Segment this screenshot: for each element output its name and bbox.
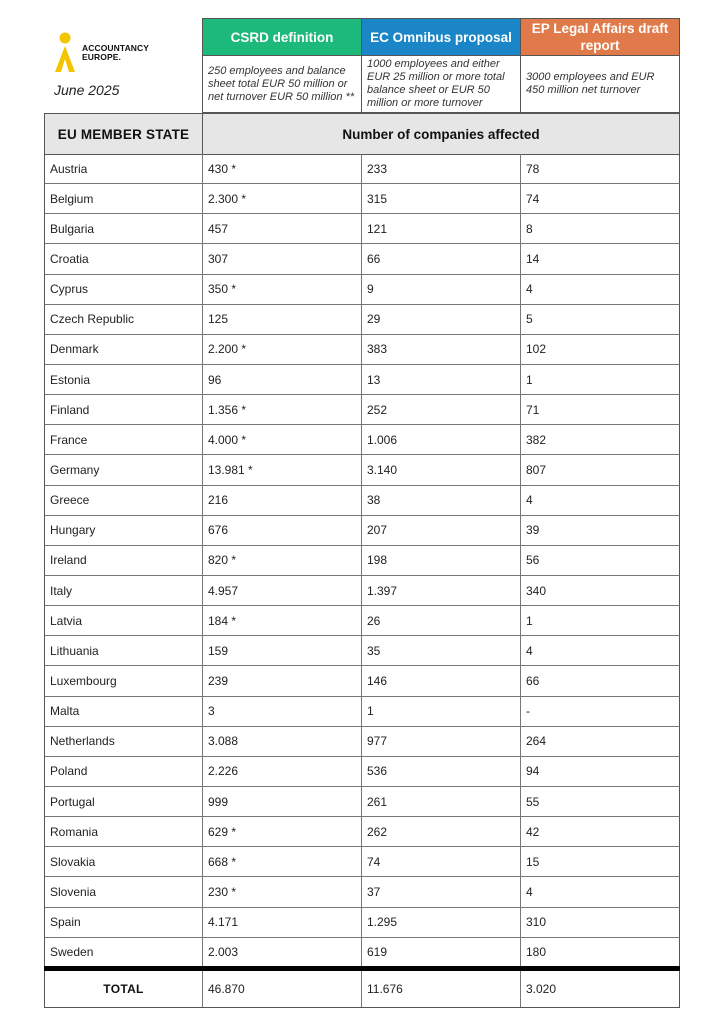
- ep-count-cell: 55: [526, 794, 540, 809]
- csrd-column-description: 250 employees and balance sheet total EUR 50 million or net turnover EUR 50 million **: [202, 55, 362, 113]
- ep-count-cell: 71: [526, 402, 540, 417]
- omnibus-count-cell: 252: [362, 395, 521, 424]
- omnibus-count-cell: 207: [362, 516, 521, 545]
- ep-count-cell: 74: [526, 191, 540, 206]
- csrd-count-cell: 2.226: [203, 757, 362, 786]
- csrd-count-cell: 2.003: [203, 938, 362, 967]
- omnibus-count-cell: 198: [362, 546, 521, 575]
- member-state-cell: Romania: [45, 817, 203, 846]
- member-state-cell: Sweden: [45, 938, 203, 967]
- member-state-cell: Poland: [45, 757, 203, 786]
- member-state-cell: Latvia: [45, 606, 203, 635]
- csrd-count-cell: 159: [203, 636, 362, 665]
- omnibus-count-cell: 536: [362, 757, 521, 786]
- table-row: [44, 275, 680, 305]
- omnibus-count-cell: 1.295: [362, 908, 521, 937]
- table-row: [44, 576, 680, 606]
- omnibus-count-cell: 233: [362, 154, 521, 183]
- omnibus-column-description: 1000 employees and either EUR 25 million or more total balance sheet or EUR 50 million or more turnover: [361, 55, 521, 113]
- table-row: [44, 727, 680, 757]
- ep-count-cell: 4: [526, 493, 533, 508]
- accountancy-europe-logo-icon: [52, 32, 78, 74]
- ep-count-cell: 180: [526, 945, 547, 960]
- omnibus-count-cell: 26: [362, 606, 521, 635]
- member-state-cell: Belgium: [45, 184, 203, 213]
- logo-line-1: ACCOUNTANCY: [82, 43, 150, 53]
- member-state-cell: Lithuania: [45, 636, 203, 665]
- member-state-cell: Bulgaria: [45, 214, 203, 243]
- table-row: [44, 305, 680, 335]
- total-label: TOTAL: [45, 971, 203, 1007]
- omnibus-count-cell: 1.006: [362, 425, 521, 454]
- member-state-cell: Ireland: [45, 546, 203, 575]
- member-state-cell: Cyprus: [45, 275, 203, 304]
- ep-column-description: 3000 employees and EUR 450 million net turnover: [520, 55, 680, 113]
- ep-count-cell: -: [526, 704, 530, 719]
- ep-count-cell: 4: [526, 643, 533, 658]
- csrd-count-cell: 96: [203, 365, 362, 394]
- omnibus-count-cell: 261: [362, 787, 521, 816]
- table-row: [44, 757, 680, 787]
- csrd-count-cell: 4.957: [203, 576, 362, 605]
- csrd-count-cell: 457: [203, 214, 362, 243]
- omnibus-count-cell: 35: [362, 636, 521, 665]
- ep-count-cell: 1: [526, 372, 533, 387]
- ep-count-cell: 5: [526, 312, 533, 327]
- member-state-cell: Greece: [45, 486, 203, 515]
- csrd-count-cell: 216: [203, 486, 362, 515]
- companies-table: [44, 154, 680, 968]
- member-state-cell: Estonia: [45, 365, 203, 394]
- table-row: [44, 817, 680, 847]
- csrd-count-cell: 350 *: [203, 275, 362, 304]
- ep-count-cell: 78: [526, 161, 540, 176]
- ep-count-cell: 102: [526, 342, 547, 357]
- csrd-count-cell: 2.200 *: [203, 335, 362, 364]
- table-row: [44, 697, 680, 727]
- ep-count-cell: 42: [526, 824, 540, 839]
- member-state-cell: Denmark: [45, 335, 203, 364]
- omnibus-count-cell: 37: [362, 877, 521, 906]
- ep-count-cell: 15: [526, 854, 540, 869]
- ep-count-cell: 340: [526, 583, 547, 598]
- ep-count-cell: 8: [526, 221, 533, 236]
- omnibus-count-cell: 121: [362, 214, 521, 243]
- table-header-bar: [44, 113, 680, 155]
- report-date: June 2025: [54, 82, 120, 98]
- member-state-cell: Finland: [45, 395, 203, 424]
- member-state-cell: Hungary: [45, 516, 203, 545]
- csrd-count-cell: 307: [203, 244, 362, 273]
- omnibus-count-cell: 9: [362, 275, 521, 304]
- member-state-cell: Slovakia: [45, 847, 203, 876]
- csrd-count-cell: 1.356 *: [203, 395, 362, 424]
- csrd-count-cell: 2.300 *: [203, 184, 362, 213]
- member-state-cell: Czech Republic: [45, 305, 203, 334]
- ep-count-cell: 807: [526, 462, 547, 477]
- member-state-cell: Italy: [45, 576, 203, 605]
- table-row: [44, 847, 680, 877]
- omnibus-count-cell: 619: [362, 938, 521, 967]
- total-row: [44, 971, 680, 1008]
- ep-count-cell: 4: [526, 282, 533, 297]
- table-row: [44, 606, 680, 636]
- csrd-count-cell: 629 *: [203, 817, 362, 846]
- ep-count-cell: 382: [526, 432, 547, 447]
- csrd-count-cell: 184 *: [203, 606, 362, 635]
- csrd-count-cell: 820 *: [203, 546, 362, 575]
- omnibus-count-cell: 1.397: [362, 576, 521, 605]
- table-row: [44, 938, 680, 968]
- table-row: [44, 154, 680, 184]
- logo-text: [82, 44, 149, 62]
- csrd-column-header: CSRD definition: [202, 18, 362, 56]
- member-state-cell: Malta: [45, 697, 203, 726]
- member-state-cell: Germany: [45, 455, 203, 484]
- omnibus-column-header: EC Omnibus proposal: [361, 18, 521, 56]
- logo-area: [44, 18, 202, 112]
- table-row: [44, 486, 680, 516]
- ep-count-cell: 66: [526, 673, 540, 688]
- csrd-count-cell: 676: [203, 516, 362, 545]
- member-state-header: EU MEMBER STATE: [45, 114, 203, 154]
- ep-count-cell: 14: [526, 251, 540, 266]
- ep-count-cell: 94: [526, 764, 540, 779]
- csrd-count-cell: 230 *: [203, 877, 362, 906]
- omnibus-count-cell: 66: [362, 244, 521, 273]
- table-row: [44, 787, 680, 817]
- total-omnibus: 11.676: [362, 971, 521, 1007]
- table-row: [44, 184, 680, 214]
- ep-count-cell: 4: [526, 884, 533, 899]
- csrd-count-cell: 4.171: [203, 908, 362, 937]
- csrd-count-cell: 3.088: [203, 727, 362, 756]
- member-state-cell: France: [45, 425, 203, 454]
- omnibus-count-cell: 38: [362, 486, 521, 515]
- companies-affected-header: Number of companies affected: [342, 126, 540, 142]
- csrd-count-cell: 125: [203, 305, 362, 334]
- omnibus-count-cell: 3.140: [362, 455, 521, 484]
- table-row: [44, 335, 680, 365]
- csrd-count-cell: 4.000 *: [203, 425, 362, 454]
- csrd-count-cell: 13.981 *: [203, 455, 362, 484]
- member-state-cell: Portugal: [45, 787, 203, 816]
- omnibus-count-cell: 29: [362, 305, 521, 334]
- table-row: [44, 546, 680, 576]
- total-ep: 3.020: [526, 982, 557, 996]
- omnibus-count-cell: 383: [362, 335, 521, 364]
- csrd-count-cell: 999: [203, 787, 362, 816]
- table-row: [44, 666, 680, 696]
- ep-count-cell: 310: [526, 915, 547, 930]
- omnibus-count-cell: 1: [362, 697, 521, 726]
- table-row: [44, 244, 680, 274]
- table-row: [44, 395, 680, 425]
- omnibus-count-cell: 315: [362, 184, 521, 213]
- member-state-cell: Austria: [45, 154, 203, 183]
- csrd-count-cell: 3: [203, 697, 362, 726]
- ep-count-cell: 39: [526, 523, 540, 538]
- member-state-cell: Slovenia: [45, 877, 203, 906]
- member-state-cell: Spain: [45, 908, 203, 937]
- member-state-cell: Luxembourg: [45, 666, 203, 695]
- omnibus-count-cell: 262: [362, 817, 521, 846]
- table-row: [44, 516, 680, 546]
- table-row: [44, 214, 680, 244]
- member-state-cell: Netherlands: [45, 727, 203, 756]
- table-row: [44, 365, 680, 395]
- table-row: [44, 908, 680, 938]
- member-state-cell: Croatia: [45, 244, 203, 273]
- table-row: [44, 636, 680, 666]
- omnibus-count-cell: 13: [362, 365, 521, 394]
- omnibus-count-cell: 977: [362, 727, 521, 756]
- table-row: [44, 877, 680, 907]
- ep-count-cell: 264: [526, 734, 547, 749]
- ep-count-cell: 1: [526, 613, 533, 628]
- table-row: [44, 425, 680, 455]
- ep-column-header: EP Legal Affairs draft report: [520, 18, 680, 56]
- omnibus-count-cell: 74: [362, 847, 521, 876]
- total-csrd: 46.870: [203, 971, 362, 1007]
- logo-line-2: EUROPE.: [82, 52, 121, 62]
- csrd-count-cell: 430 *: [203, 154, 362, 183]
- table-row: [44, 455, 680, 485]
- csrd-count-cell: 239: [203, 666, 362, 695]
- omnibus-count-cell: 146: [362, 666, 521, 695]
- ep-count-cell: 56: [526, 553, 540, 568]
- csrd-count-cell: 668 *: [203, 847, 362, 876]
